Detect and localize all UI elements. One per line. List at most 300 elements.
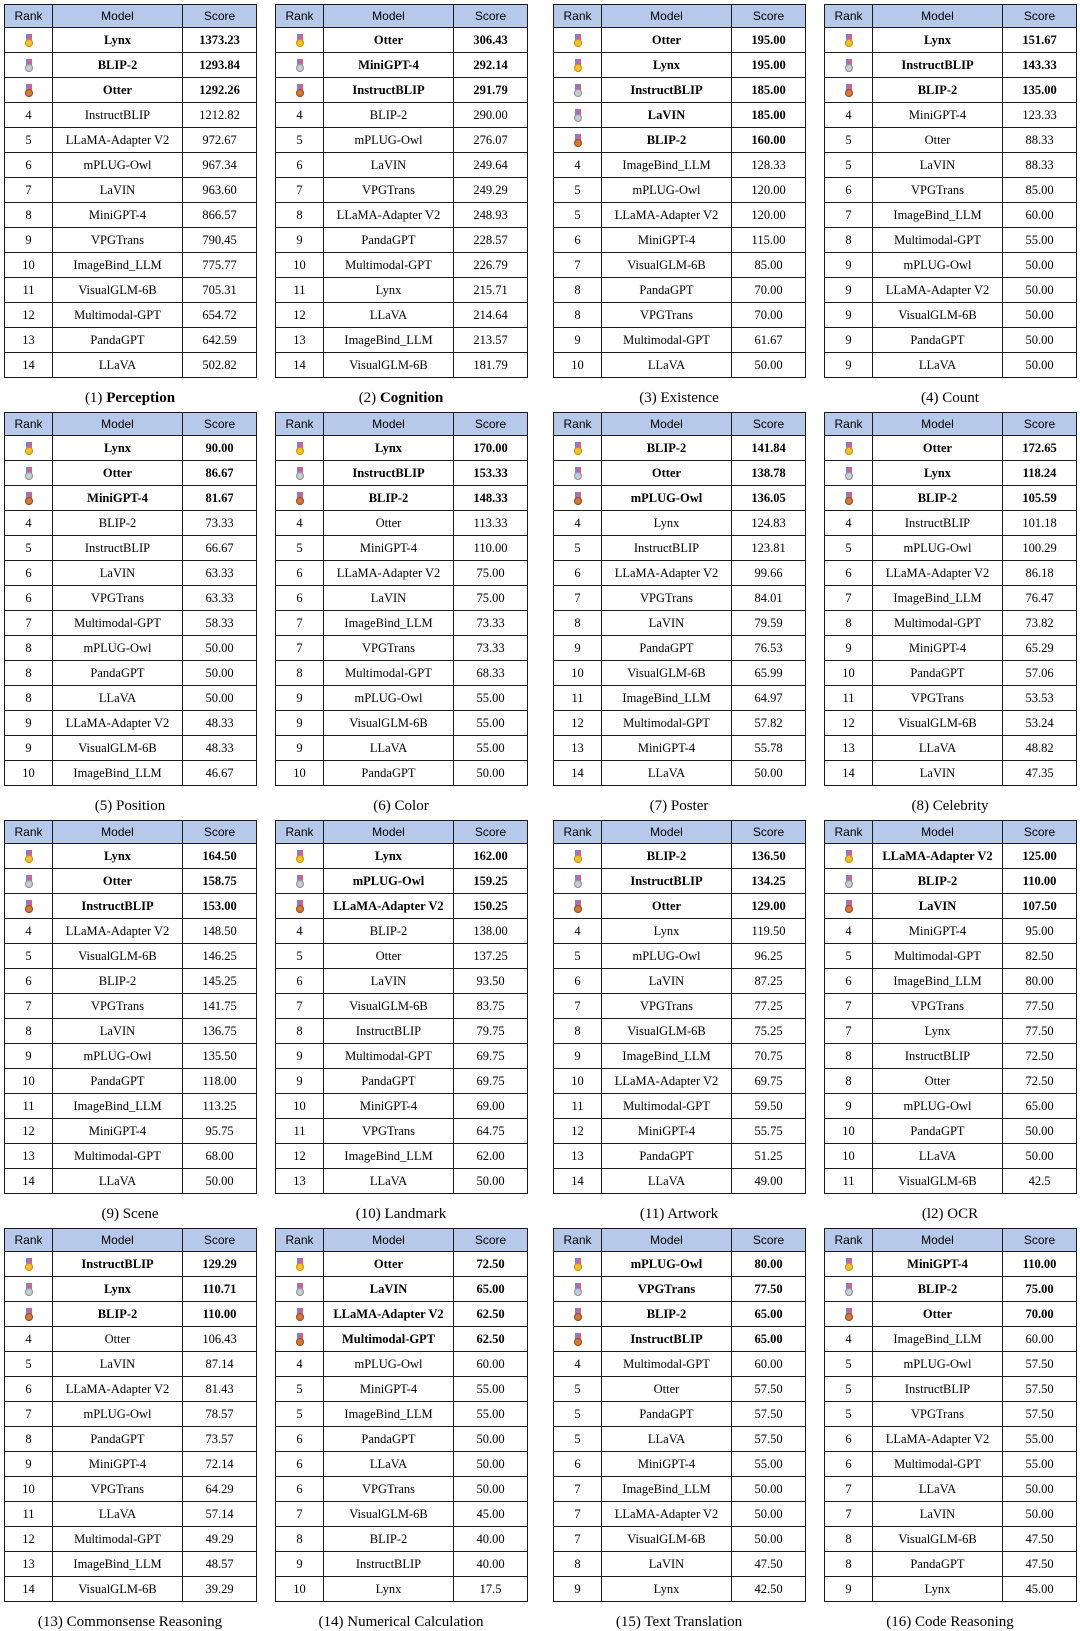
score-cell: 64.29: [183, 1477, 257, 1502]
model-cell: BLIP-2: [324, 486, 454, 511]
rank-cell: [554, 128, 602, 153]
rank-cell: 10: [825, 1119, 873, 1144]
model-cell: VPGTrans: [602, 994, 732, 1019]
rank-cell: 7: [554, 586, 602, 611]
score-cell: 1292.26: [183, 78, 257, 103]
model-cell: ImageBind_LLM: [873, 969, 1003, 994]
score-cell: 50.00: [732, 1502, 806, 1527]
table-row: [825, 536, 1077, 561]
caption-number: (4): [921, 390, 939, 406]
score-header: Score: [732, 5, 806, 28]
rank-cell: 5: [825, 153, 873, 178]
table-row: [825, 153, 1077, 178]
silver-medal-icon: [295, 1283, 305, 1297]
model-cell: PandaGPT: [602, 636, 732, 661]
score-cell: 100.29: [1003, 536, 1077, 561]
score-cell: 705.31: [183, 278, 257, 303]
table-row: [825, 1427, 1077, 1452]
table-row: [554, 536, 806, 561]
rank-cell: 5: [825, 1377, 873, 1402]
score-cell: 134.25: [732, 869, 806, 894]
score-cell: 55.00: [454, 686, 528, 711]
panel-caption: [553, 1614, 805, 1631]
score-cell: 50.00: [1003, 1119, 1077, 1144]
table-row: [5, 103, 257, 128]
model-cell: LLaMA-Adapter V2: [53, 919, 183, 944]
table-row: [276, 994, 528, 1019]
score-cell: 60.00: [454, 1352, 528, 1377]
rank-cell: [5, 1252, 53, 1277]
table-row: [5, 1144, 257, 1169]
ranking-table: [4, 1228, 257, 1602]
model-cell: InstructBLIP: [324, 1552, 454, 1577]
table-row: [825, 461, 1077, 486]
caption-number: (3): [639, 390, 657, 406]
rank-cell: [554, 28, 602, 53]
rank-cell: [554, 103, 602, 128]
score-cell: 72.50: [1003, 1044, 1077, 1069]
table-row: [825, 1577, 1077, 1602]
caption-number: (13): [37, 1614, 63, 1630]
leaderboard-panel: [4, 4, 256, 406]
rank-cell: 7: [825, 1477, 873, 1502]
table-row: [554, 1019, 806, 1044]
score-cell: 70.75: [732, 1044, 806, 1069]
model-cell: MiniGPT-4: [873, 636, 1003, 661]
model-cell: LaVIN: [53, 561, 183, 586]
rank-cell: 13: [825, 736, 873, 761]
score-cell: 146.25: [183, 944, 257, 969]
score-cell: 77.50: [1003, 1019, 1077, 1044]
rank-cell: 7: [825, 1502, 873, 1527]
header-row: [5, 1229, 257, 1252]
model-cell: Lynx: [53, 1277, 183, 1302]
leaderboard-panel: [553, 412, 805, 814]
model-cell: ImageBind_LLM: [324, 611, 454, 636]
model-cell: mPLUG-Owl: [602, 1252, 732, 1277]
rank-cell: 6: [825, 969, 873, 994]
bronze-medal-icon: [24, 492, 34, 506]
silver-medal-icon: [24, 875, 34, 889]
score-cell: 73.33: [183, 511, 257, 536]
caption-number: (5): [94, 798, 113, 814]
panel-caption: [275, 390, 527, 407]
table-row: [276, 1144, 528, 1169]
rank-cell: [554, 1277, 602, 1302]
bronze-medal-icon: [573, 1333, 583, 1347]
rank-cell: 5: [825, 944, 873, 969]
table-row: [554, 1577, 806, 1602]
rank-cell: [554, 436, 602, 461]
rank-cell: 9: [554, 328, 602, 353]
silver-medal-icon: [573, 109, 583, 123]
rank-cell: [276, 1252, 324, 1277]
table-row: [276, 128, 528, 153]
score-header: Score: [732, 1229, 806, 1252]
model-cell: MiniGPT-4: [873, 919, 1003, 944]
model-cell: Otter: [873, 1069, 1003, 1094]
model-cell: LLaMA-Adapter V2: [873, 1427, 1003, 1452]
score-cell: 58.33: [183, 611, 257, 636]
table-row: [825, 1277, 1077, 1302]
score-cell: 93.50: [454, 969, 528, 994]
rank-cell: 9: [276, 736, 324, 761]
score-cell: 84.01: [732, 586, 806, 611]
model-cell: InstructBLIP: [602, 1327, 732, 1352]
table-row: [5, 1277, 257, 1302]
table-row: [276, 511, 528, 536]
score-cell: 40.00: [454, 1552, 528, 1577]
score-cell: 50.00: [1003, 253, 1077, 278]
score-cell: 57.50: [732, 1427, 806, 1452]
score-cell: 290.00: [454, 103, 528, 128]
header-row: [5, 5, 257, 28]
rank-cell: [825, 1252, 873, 1277]
rank-cell: 8: [825, 611, 873, 636]
model-header: Model: [324, 821, 454, 844]
model-cell: BLIP-2: [873, 869, 1003, 894]
bronze-medal-icon: [295, 492, 305, 506]
rank-cell: [276, 78, 324, 103]
model-cell: LLaVA: [873, 353, 1003, 378]
leaderboard-panel: [4, 1228, 256, 1630]
model-header: Model: [53, 1229, 183, 1252]
model-cell: MiniGPT-4: [324, 1094, 454, 1119]
leaderboard-panel: [824, 1228, 1076, 1630]
score-cell: 55.78: [732, 736, 806, 761]
table-row: [276, 1044, 528, 1069]
table-row: [5, 1502, 257, 1527]
model-cell: LLaMA-Adapter V2: [602, 561, 732, 586]
score-cell: 48.57: [183, 1552, 257, 1577]
rank-cell: [5, 436, 53, 461]
score-cell: 39.29: [183, 1577, 257, 1602]
score-cell: 502.82: [183, 353, 257, 378]
table-row: [554, 586, 806, 611]
model-header: Model: [602, 821, 732, 844]
score-cell: 47.50: [732, 1552, 806, 1577]
score-cell: 72.14: [183, 1452, 257, 1477]
rank-cell: 14: [276, 353, 324, 378]
model-cell: BLIP-2: [53, 1302, 183, 1327]
caption-title: Text Translation: [644, 1614, 743, 1630]
model-cell: Multimodal-GPT: [324, 661, 454, 686]
model-cell: Multimodal-GPT: [53, 303, 183, 328]
rank-cell: 4: [276, 103, 324, 128]
rank-cell: 4: [825, 103, 873, 128]
table-row: [276, 1527, 528, 1552]
rank-cell: [825, 53, 873, 78]
leaderboard-panel: [275, 1228, 527, 1630]
table-row: [554, 253, 806, 278]
table-row: [276, 178, 528, 203]
model-cell: Lynx: [873, 1019, 1003, 1044]
rank-cell: 6: [5, 153, 53, 178]
score-cell: 164.50: [183, 844, 257, 869]
table-row: [825, 1377, 1077, 1402]
model-cell: LLaVA: [53, 686, 183, 711]
model-cell: LLaVA: [324, 1169, 454, 1194]
score-cell: 50.00: [1003, 1502, 1077, 1527]
table-row: [276, 969, 528, 994]
score-cell: 1293.84: [183, 53, 257, 78]
rank-header: Rank: [825, 821, 873, 844]
score-cell: 50.00: [732, 353, 806, 378]
score-cell: 55.00: [1003, 1427, 1077, 1452]
model-cell: MiniGPT-4: [602, 1452, 732, 1477]
model-cell: InstructBLIP: [53, 103, 183, 128]
score-cell: 62.00: [454, 1144, 528, 1169]
model-cell: VisualGLM-6B: [324, 994, 454, 1019]
rank-cell: 9: [554, 1577, 602, 1602]
score-header: Score: [454, 821, 528, 844]
model-cell: BLIP-2: [53, 511, 183, 536]
rank-cell: 4: [554, 919, 602, 944]
score-cell: 105.59: [1003, 486, 1077, 511]
rank-cell: 7: [5, 178, 53, 203]
bronze-medal-icon: [844, 1308, 854, 1322]
rank-cell: 10: [554, 353, 602, 378]
model-cell: InstructBLIP: [602, 536, 732, 561]
table-row: [825, 1302, 1077, 1327]
model-cell: LLaMA-Adapter V2: [602, 203, 732, 228]
header-row: [825, 5, 1077, 28]
rank-cell: [554, 1302, 602, 1327]
score-cell: 68.33: [454, 661, 528, 686]
rank-cell: 5: [276, 944, 324, 969]
score-cell: 86.67: [183, 461, 257, 486]
score-cell: 77.50: [732, 1277, 806, 1302]
score-cell: 141.75: [183, 994, 257, 1019]
score-cell: 69.00: [454, 1094, 528, 1119]
score-cell: 106.43: [183, 1327, 257, 1352]
score-cell: 76.47: [1003, 586, 1077, 611]
table-row: [554, 278, 806, 303]
table-row: [5, 919, 257, 944]
rank-cell: 5: [554, 203, 602, 228]
gold-medal-icon: [573, 59, 583, 73]
table-row: [825, 919, 1077, 944]
gold-medal-icon: [24, 442, 34, 456]
score-cell: 136.75: [183, 1019, 257, 1044]
rank-cell: [554, 53, 602, 78]
model-cell: Lynx: [53, 28, 183, 53]
panel-caption: [824, 390, 1076, 407]
model-cell: LLaVA: [602, 1169, 732, 1194]
model-cell: VisualGLM-6B: [873, 1169, 1003, 1194]
table-row: [276, 1252, 528, 1277]
rank-header: Rank: [554, 821, 602, 844]
score-cell: 292.14: [454, 53, 528, 78]
header-row: [554, 413, 806, 436]
rank-cell: 10: [554, 661, 602, 686]
rank-cell: 10: [276, 761, 324, 786]
rank-cell: [5, 1302, 53, 1327]
rank-cell: 5: [554, 944, 602, 969]
table-row: [825, 1552, 1077, 1577]
rank-cell: 9: [825, 278, 873, 303]
score-cell: 50.00: [454, 761, 528, 786]
score-cell: 62.50: [454, 1302, 528, 1327]
bronze-medal-icon: [844, 900, 854, 914]
model-header: Model: [324, 5, 454, 28]
bronze-medal-icon: [24, 1308, 34, 1322]
model-cell: mPLUG-Owl: [873, 1352, 1003, 1377]
model-header: Model: [53, 821, 183, 844]
score-cell: 49.29: [183, 1527, 257, 1552]
model-cell: LLaVA: [53, 1502, 183, 1527]
rank-cell: 5: [554, 536, 602, 561]
rank-cell: 11: [554, 686, 602, 711]
score-cell: 73.33: [454, 636, 528, 661]
caption-title: Scene: [122, 1206, 159, 1222]
model-cell: Otter: [53, 78, 183, 103]
leaderboard-panel: [275, 412, 527, 814]
bronze-medal-icon: [573, 1308, 583, 1322]
rank-cell: 11: [5, 278, 53, 303]
table-row: [554, 1252, 806, 1277]
caption-title: Perception: [106, 390, 176, 406]
gold-medal-icon: [24, 34, 34, 48]
score-cell: 76.53: [732, 636, 806, 661]
score-cell: 50.00: [454, 1477, 528, 1502]
score-header: Score: [454, 413, 528, 436]
model-cell: Lynx: [53, 436, 183, 461]
model-cell: Lynx: [873, 1577, 1003, 1602]
score-cell: 50.00: [454, 1427, 528, 1452]
model-cell: MiniGPT-4: [602, 228, 732, 253]
model-cell: VPGTrans: [324, 1119, 454, 1144]
model-cell: InstructBLIP: [324, 1019, 454, 1044]
table-row: [554, 994, 806, 1019]
ranking-table: [553, 1228, 806, 1602]
model-cell: VPGTrans: [53, 586, 183, 611]
rank-header: Rank: [554, 5, 602, 28]
model-cell: Lynx: [602, 919, 732, 944]
table-row: [554, 461, 806, 486]
model-header: Model: [873, 5, 1003, 28]
score-cell: 138.78: [732, 461, 806, 486]
rank-cell: [276, 461, 324, 486]
rank-cell: 7: [825, 203, 873, 228]
score-cell: 185.00: [732, 78, 806, 103]
score-cell: 963.60: [183, 178, 257, 203]
bronze-medal-icon: [844, 492, 854, 506]
score-cell: 1373.23: [183, 28, 257, 53]
rank-cell: [276, 1277, 324, 1302]
panel-caption: [824, 1614, 1076, 1631]
table-row: [276, 1352, 528, 1377]
model-cell: Lynx: [324, 436, 454, 461]
model-cell: LLaVA: [602, 761, 732, 786]
table-row: [825, 78, 1077, 103]
rank-cell: [554, 894, 602, 919]
header-row: [554, 821, 806, 844]
rank-cell: 9: [825, 1094, 873, 1119]
model-cell: LaVIN: [53, 178, 183, 203]
rank-cell: 5: [5, 128, 53, 153]
table-row: [825, 328, 1077, 353]
model-cell: LLaMA-Adapter V2: [324, 1302, 454, 1327]
score-header: Score: [454, 1229, 528, 1252]
table-row: [5, 486, 257, 511]
table-row: [825, 761, 1077, 786]
gold-medal-icon: [844, 34, 854, 48]
gold-medal-icon: [295, 850, 305, 864]
model-cell: BLIP-2: [873, 1277, 1003, 1302]
model-cell: LLaMA-Adapter V2: [602, 1069, 732, 1094]
rank-cell: 5: [825, 128, 873, 153]
rank-cell: [825, 1277, 873, 1302]
table-row: [276, 1327, 528, 1352]
model-cell: InstructBLIP: [53, 1252, 183, 1277]
rank-cell: 4: [5, 511, 53, 536]
rank-cell: 9: [825, 353, 873, 378]
table-row: [276, 1402, 528, 1427]
table-row: [276, 1277, 528, 1302]
score-cell: 48.33: [183, 711, 257, 736]
model-cell: InstructBLIP: [602, 869, 732, 894]
table-row: [554, 203, 806, 228]
rank-cell: [5, 28, 53, 53]
table-row: [825, 278, 1077, 303]
model-cell: Otter: [873, 1302, 1003, 1327]
score-cell: 47.50: [1003, 1527, 1077, 1552]
table-row: [554, 1277, 806, 1302]
silver-medal-icon: [573, 1283, 583, 1297]
rank-cell: 9: [276, 228, 324, 253]
model-cell: LLaVA: [873, 736, 1003, 761]
table-row: [554, 969, 806, 994]
rank-cell: 7: [276, 178, 324, 203]
caption-title: Code Reasoning: [915, 1614, 1014, 1630]
score-cell: 162.00: [454, 844, 528, 869]
rank-cell: 4: [554, 1352, 602, 1377]
score-cell: 248.93: [454, 203, 528, 228]
model-cell: Multimodal-GPT: [873, 611, 1003, 636]
score-cell: 79.75: [454, 1019, 528, 1044]
rank-cell: 12: [554, 1119, 602, 1144]
table-row: [554, 1377, 806, 1402]
model-cell: LLaMA-Adapter V2: [602, 1502, 732, 1527]
score-cell: 110.00: [454, 536, 528, 561]
score-cell: 170.00: [454, 436, 528, 461]
table-row: [276, 1502, 528, 1527]
score-cell: 83.75: [454, 994, 528, 1019]
rank-cell: [276, 486, 324, 511]
rank-cell: 10: [554, 1069, 602, 1094]
model-cell: ImageBind_LLM: [324, 1144, 454, 1169]
table-row: [5, 1552, 257, 1577]
table-row: [554, 128, 806, 153]
rank-cell: 4: [276, 1352, 324, 1377]
score-cell: 72.50: [454, 1252, 528, 1277]
leaderboard-panel: [275, 4, 527, 406]
model-cell: mPLUG-Owl: [324, 128, 454, 153]
caption-title: Poster: [670, 798, 709, 814]
rank-cell: 4: [5, 919, 53, 944]
table-row: [825, 228, 1077, 253]
panel-caption: [824, 1206, 1076, 1223]
table-row: [554, 1069, 806, 1094]
model-cell: LaVIN: [602, 611, 732, 636]
table-row: [825, 1144, 1077, 1169]
score-cell: 70.00: [732, 278, 806, 303]
model-cell: InstructBLIP: [324, 78, 454, 103]
caption-title: Commonsense Reasoning: [66, 1614, 223, 1630]
model-cell: PandaGPT: [53, 1069, 183, 1094]
rank-cell: [554, 1252, 602, 1277]
